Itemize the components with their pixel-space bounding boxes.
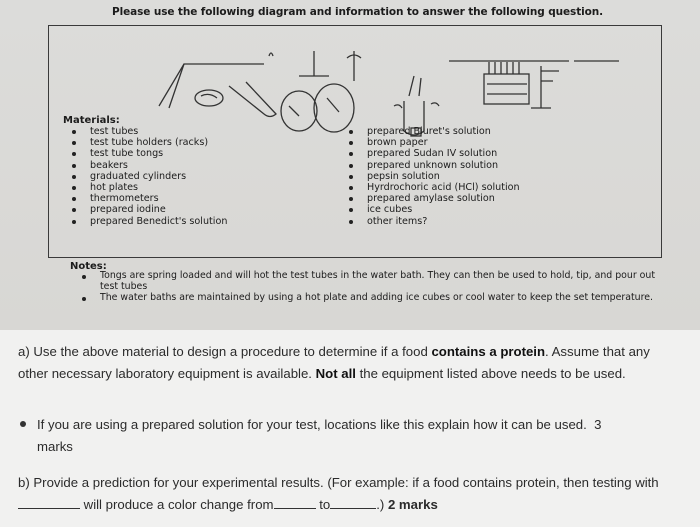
question-a-bullet: [37, 414, 677, 457]
material-item: beakers: [70, 160, 227, 171]
question-b-text: to: [319, 496, 331, 512]
material-item: prepared Biuret's solution: [347, 126, 520, 137]
material-item: test tube tongs: [70, 148, 227, 159]
materials-title: Materials:: [63, 115, 120, 126]
test-tube-drawing: [229, 53, 276, 117]
marks-label: marks: [37, 438, 73, 454]
question-a-text: . Assume that any other necessary laboratory equipment is available.: [18, 344, 650, 381]
question-a-emphasis: Not all: [315, 365, 356, 381]
answer-blank[interactable]: [274, 495, 316, 509]
material-item: prepared Sudan IV solution: [347, 148, 520, 159]
material-item: prepared unknown solution: [347, 160, 520, 171]
material-item: hot plates: [70, 182, 227, 193]
marks-value: 3: [594, 417, 602, 432]
question-b-text: .): [376, 496, 385, 512]
notes-list: [80, 271, 660, 305]
question-area: [0, 330, 700, 527]
material-item: Hyrdrochoric acid (HCl) solution: [347, 182, 520, 193]
question-b-text: will produce a color change from: [83, 496, 274, 512]
bullet-dot: [20, 421, 26, 427]
material-item: thermometers: [70, 193, 227, 204]
answer-blank[interactable]: [330, 495, 376, 509]
material-item: other items?: [347, 216, 520, 227]
question-a-text: the equipment listed above needs to be used.: [355, 365, 626, 381]
material-item: ice cubes: [347, 204, 520, 215]
materials-list-left: [70, 126, 227, 227]
question-a-emphasis: contains a protein: [431, 344, 546, 359]
note-item: The water baths are maintained by using a hot plate and adding ice cubes or cool water to keep the set temperature.: [80, 293, 660, 304]
question-b: [18, 472, 688, 515]
question-b-text: b) Provide a prediction for your experimental results. (For example: if a food contains protein, then testing with: [18, 475, 659, 490]
note-item: Tongs are spring loaded and will hot the test tubes in the water bath. They can then be used to hold, tip, and pour out test tubes: [80, 271, 660, 292]
material-item: prepared Benedict's solution: [70, 216, 227, 227]
material-item: brown paper: [347, 137, 520, 148]
material-item: graduated cylinders: [70, 171, 227, 182]
marks-label: 2 marks: [387, 496, 438, 512]
material-item: prepared amylase solution: [347, 193, 520, 204]
question-a: [18, 341, 683, 384]
question-a-text: a) Use the above material to design a procedure to determine if a food: [18, 344, 432, 359]
flask-drawing: [281, 51, 361, 132]
answer-blank[interactable]: [18, 495, 80, 509]
materials-list-right: [347, 126, 520, 227]
notes-title: Notes:: [70, 261, 107, 272]
hot-plate-drawing: [449, 61, 619, 108]
bullet-text: If you are using a prepared solution for your test, locations like this explain how it can be used.: [37, 417, 587, 432]
material-item: pepsin solution: [347, 171, 520, 182]
material-item: test tubes: [70, 126, 227, 137]
material-item: prepared iodine: [70, 204, 227, 215]
material-item: test tube holders (racks): [70, 137, 227, 148]
instructions-header: Please use the following diagram and information to answer the following question.: [112, 6, 603, 18]
